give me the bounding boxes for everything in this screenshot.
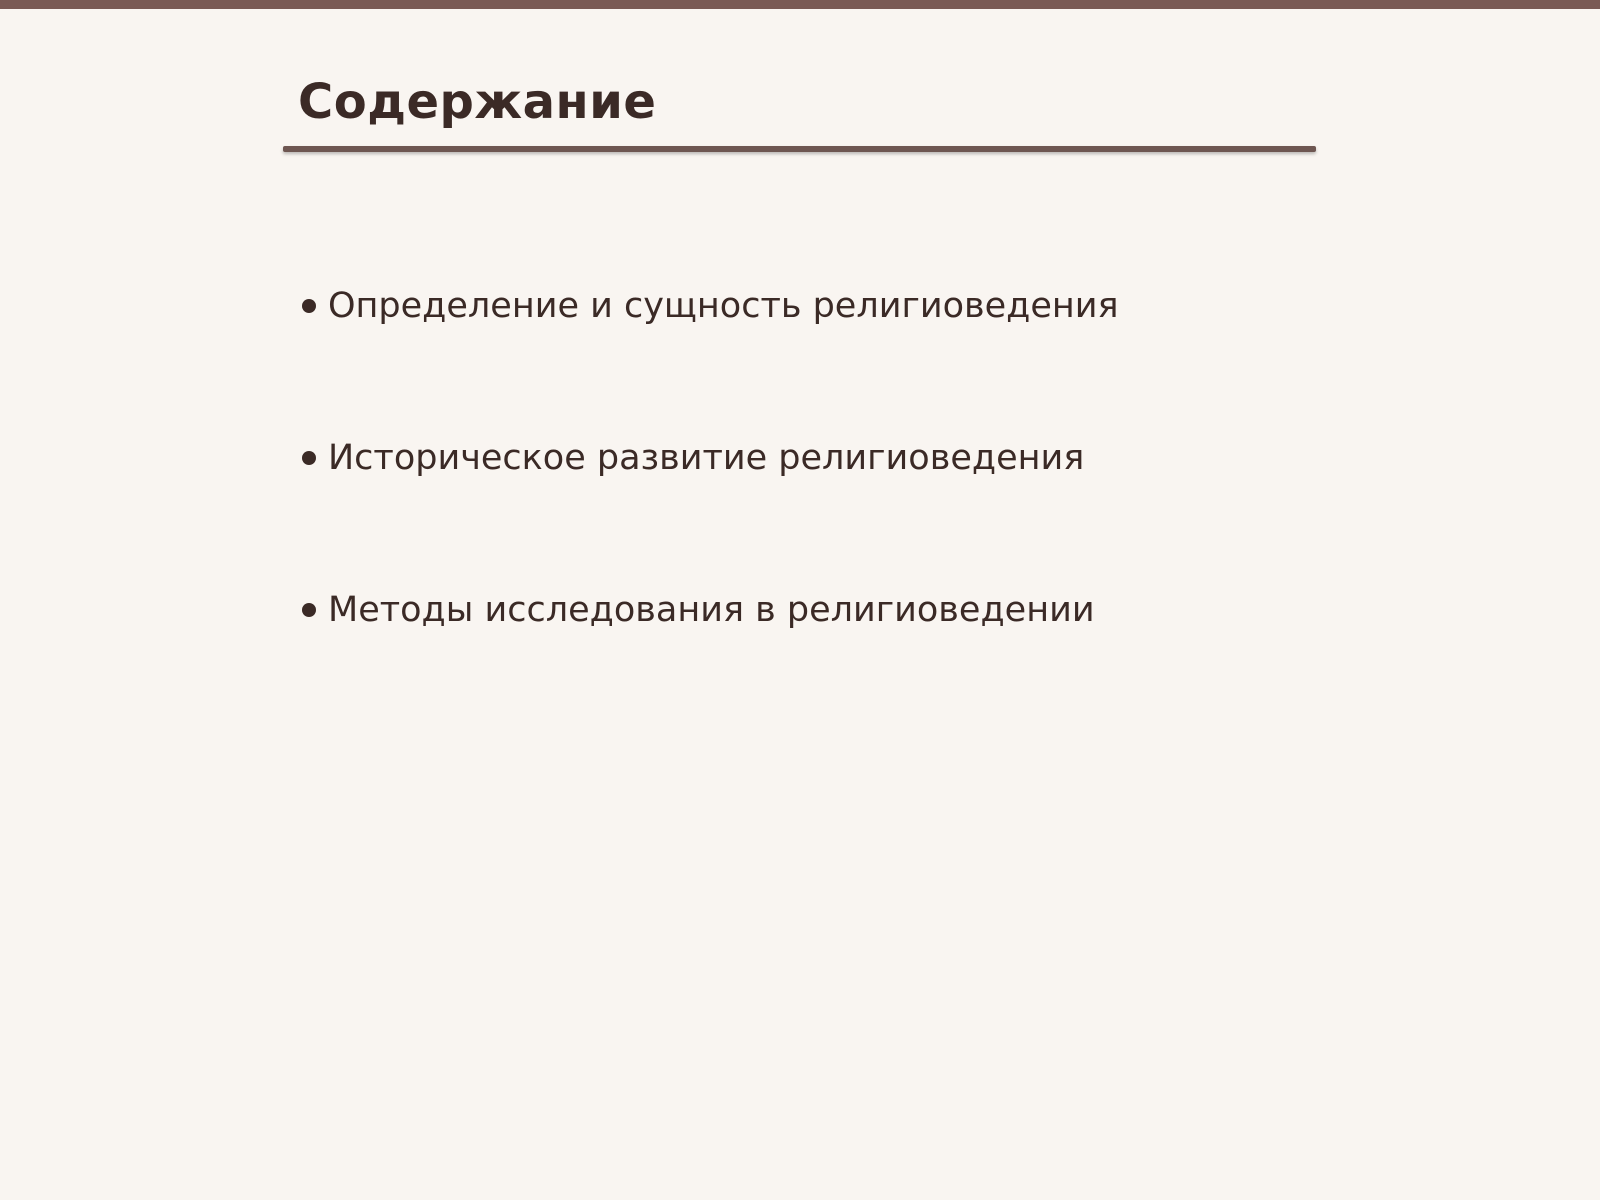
bullet-text: Историческое развитие религиоведения [328, 438, 1085, 478]
bullet-item [298, 432, 1119, 484]
bullet-item [298, 584, 1119, 636]
bullet-dot-icon [302, 299, 316, 313]
bullet-text: Методы исследования в религиоведении [328, 590, 1095, 630]
bullet-dot-icon [302, 603, 316, 617]
bullet-item [298, 280, 1119, 332]
bullet-dot-icon [302, 451, 316, 465]
bullet-text: Определение и сущность религиоведения [328, 286, 1119, 326]
bullet-list [298, 280, 1119, 736]
title-underline [283, 146, 1316, 152]
slide-title: Содержание [298, 74, 657, 130]
top-accent-bar [0, 0, 1600, 9]
